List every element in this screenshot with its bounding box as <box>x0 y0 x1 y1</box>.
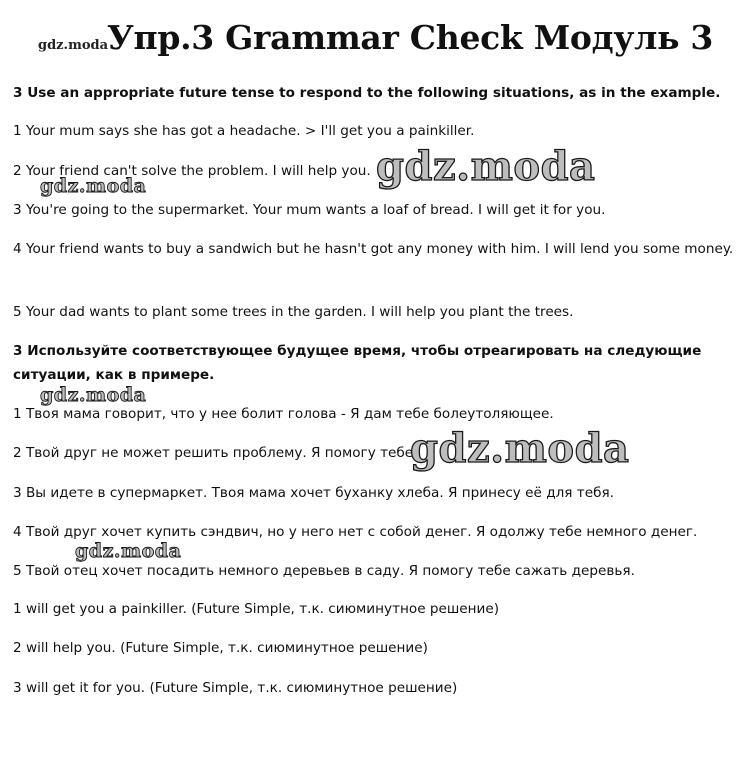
russian-item-4: 4 Твой друг хочет купить сэндвич, но у него нет с собой денег. Я одолжу тебе немного денег. <box>13 524 698 540</box>
watermark-medium-1: gdz.moda <box>40 175 147 197</box>
watermark-large-1: gdz.moda <box>376 143 596 190</box>
english-item-2: 2 Your friend can't solve the problem. I will help you. <box>13 163 371 179</box>
answer-2: 2 will help you. (Future Simple, т.к. сиюминутное решение) <box>13 640 428 656</box>
russian-item-5: 5 Твой отец хочет посадить немного деревьев в саду. Я помогу тебе сажать деревья. <box>13 563 635 579</box>
russian-item-3: 3 Вы идете в супермаркет. Твоя мама хочет буханку хлеба. Я принесу её для тебя. <box>13 485 614 501</box>
russian-instruction: 3 Используйте соответствующее будущее время, чтобы отреагировать на следующие ситуации, как в примере. <box>13 343 702 383</box>
english-instruction: 3 Use an appropriate future tense to respond to the following situations, as in the example. <box>13 85 721 101</box>
english-item-3: 3 You're going to the supermarket. Your mum wants a loaf of bread. I will get it for you. <box>13 202 606 218</box>
watermark-medium-3: gdz.moda <box>75 540 182 562</box>
watermark-medium-2: gdz.moda <box>40 384 147 406</box>
russian-item-2: 2 Твой друг не может решить проблему. Я помогу тебе. <box>13 445 418 461</box>
answer-1: 1 will get you a painkiller. (Future Simple, т.к. сиюминутное решение) <box>13 601 500 617</box>
english-item-5: 5 Your dad wants to plant some trees in the garden. I will help you plant the trees. <box>13 304 574 320</box>
answer-3: 3 will get it for you. (Future Simple, т.к. сиюминутное решение) <box>13 680 458 696</box>
english-item-1: 1 Your mum says she has got a headache. > I'll get you a painkiller. <box>13 123 475 139</box>
russian-item-1: 1 Твоя мама говорит, что у нее болит голова - Я дам тебе болеутоляющее. <box>13 406 554 422</box>
english-item-4: 4 Your friend wants to buy a sandwich but he hasn't got any money with him. I will lend you some money. <box>13 241 734 257</box>
watermark-small: gdz.moda <box>38 38 109 53</box>
page-title: Упр.3 Grammar Check Модуль 3 <box>107 18 714 57</box>
watermark-large-2: gdz.moda <box>410 425 630 472</box>
